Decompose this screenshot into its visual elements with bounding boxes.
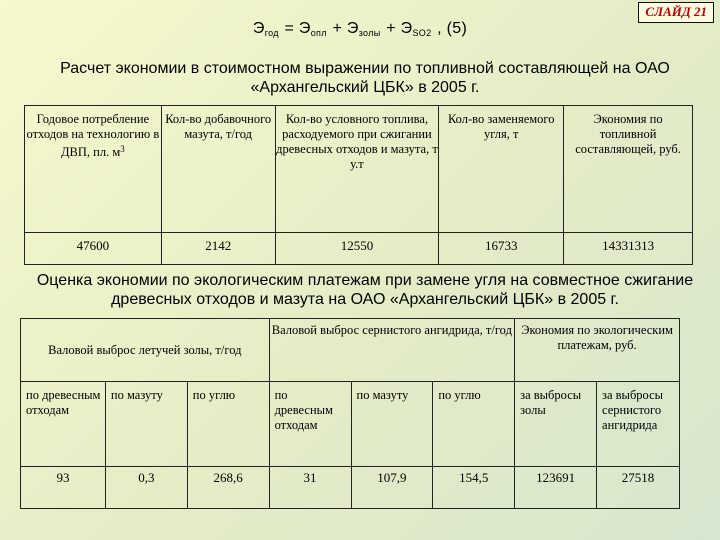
section-title-fuel: Расчет экономии в стоимостном выражении по топливной составляющей на ОАО «Архангельский ЦБК» в 2005 г. <box>60 60 670 96</box>
header-cell: Валовой выброс летучей золы, т/год <box>21 319 270 382</box>
subheader-cell: за выбросы золы <box>515 382 597 467</box>
fuel-savings-table <box>24 105 693 265</box>
header-cell: Валовой выброс сернистого ангидрида, т/год <box>269 319 515 382</box>
subheader-cell: за выбросы сернистого ангидрида <box>597 382 680 467</box>
ecology-savings-table <box>20 318 680 509</box>
table-cell: 154,5 <box>433 467 515 509</box>
table-cell: 123691 <box>515 467 597 509</box>
table-cell: 268,6 <box>187 467 269 509</box>
subheader-cell: по углю <box>187 382 269 467</box>
table-cell: 31 <box>269 467 351 509</box>
header-cell: Кол-во заменяемого угля, т <box>439 106 564 233</box>
header-cell: Экономия по топливной составляющей, руб. <box>564 106 693 233</box>
subheader-cell: по мазуту <box>351 382 433 467</box>
header-cell: Кол-во условного топлива, расходуемого при сжигании древесных отходов и мазута, т у.т <box>275 106 439 233</box>
header-cell: Годовое потребление отходов на технологию в ДВП, пл. $м^3$ <box>25 106 162 233</box>
table-cell: 12550 <box>275 233 439 265</box>
table-cell: 93 <box>21 467 106 509</box>
header-cell: Кол-во добавочного мазута, т/год <box>161 106 275 233</box>
subheader-cell: по древесным отходам <box>269 382 351 467</box>
table-row <box>21 467 680 509</box>
table-cell: 0,3 <box>105 467 187 509</box>
slide-number-badge: СЛАЙД 21 <box>638 2 714 23</box>
table-header-row <box>25 106 693 233</box>
table-cell: 16733 <box>439 233 564 265</box>
subheader-cell: по древесным отходам <box>21 382 106 467</box>
subheader-cell: по мазуту <box>105 382 187 467</box>
table-cell: 47600 <box>25 233 162 265</box>
table-subheader-row <box>21 382 680 467</box>
table-cell: 14331313 <box>564 233 693 265</box>
formula: $Э_{год} = Э_{опл} + Э_{золы} + Э_{SO2}$ , (5) <box>252 20 468 38</box>
table-cell: 107,9 <box>351 467 433 509</box>
header-cell: Экономия по экологическим платежам, руб. <box>515 319 680 382</box>
table-cell: 2142 <box>161 233 275 265</box>
table-cell: 27518 <box>597 467 680 509</box>
table-header-row <box>21 319 680 382</box>
table-row <box>25 233 693 265</box>
section-title-ecology: Оценка экономии по экологическим платежам при замене угля на совместное сжигание древесных отходов и мазута на ОАО «Архангельский ЦБК» в 2005 г. <box>36 272 694 308</box>
subheader-cell: по углю <box>433 382 515 467</box>
